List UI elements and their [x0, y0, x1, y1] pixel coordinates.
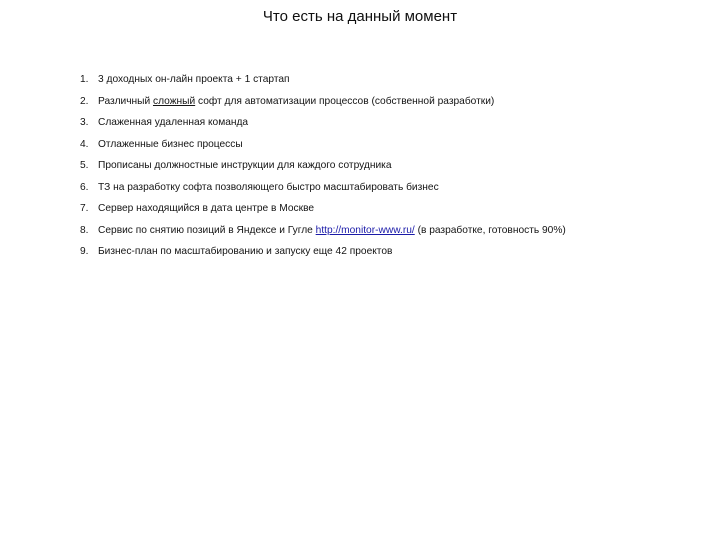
list-item	[80, 112, 640, 134]
list-item-text: Отлаженные бизнес процессы	[98, 138, 243, 150]
list-item-number: 7.	[80, 203, 89, 214]
list-item-text: 3 доходных он-лайн проекта + 1 стартап	[98, 74, 290, 85]
list-item-text: ТЗ на разработку софта позволяющего быстро масштабировать бизнес	[98, 181, 439, 193]
list-item-number: 3.	[80, 117, 89, 128]
list-item	[80, 134, 640, 156]
list-item-text: Слаженная удаленная команда	[98, 117, 249, 128]
list-item-text: Сервер находящийся в дата центре в Москве	[98, 203, 315, 214]
list-item-number: 5.	[80, 160, 89, 171]
list-item-text-after: (в разработке, готовность 90%)	[414, 224, 566, 236]
list-item-number: 1.	[80, 74, 89, 85]
list-item-number: 2.	[80, 95, 89, 107]
monitor-link[interactable]: http://monitor-www.ru/	[315, 224, 415, 236]
list-item	[80, 155, 640, 177]
list-item-text: Бизнес-план по масштабированию и запуску еще 42 проектов	[98, 246, 393, 257]
achievements-list	[80, 69, 640, 263]
list-item-number: 6.	[80, 181, 89, 193]
list-item-text: Прописаны должностные инструкции для каждого сотрудника	[98, 160, 392, 171]
list-item	[80, 241, 640, 263]
list-item-text-before: Различный	[98, 95, 153, 107]
list-item	[80, 220, 610, 242]
list-item	[80, 177, 640, 199]
underlined-word: сложный	[152, 95, 196, 107]
list-item-number: 4.	[80, 138, 89, 150]
list-item	[80, 91, 640, 113]
list-item-text-before: Сервис по снятию позиций в Яндексе и Гугле	[98, 224, 316, 236]
list-item-number: 8.	[80, 224, 89, 236]
slide-title: Что есть на данный момент	[262, 8, 458, 25]
list-item-text-after: софт для автоматизации процессов (собственной разработки)	[195, 95, 495, 107]
list-item-number: 9.	[80, 246, 89, 257]
list-item	[80, 198, 640, 220]
list-item	[80, 69, 640, 91]
